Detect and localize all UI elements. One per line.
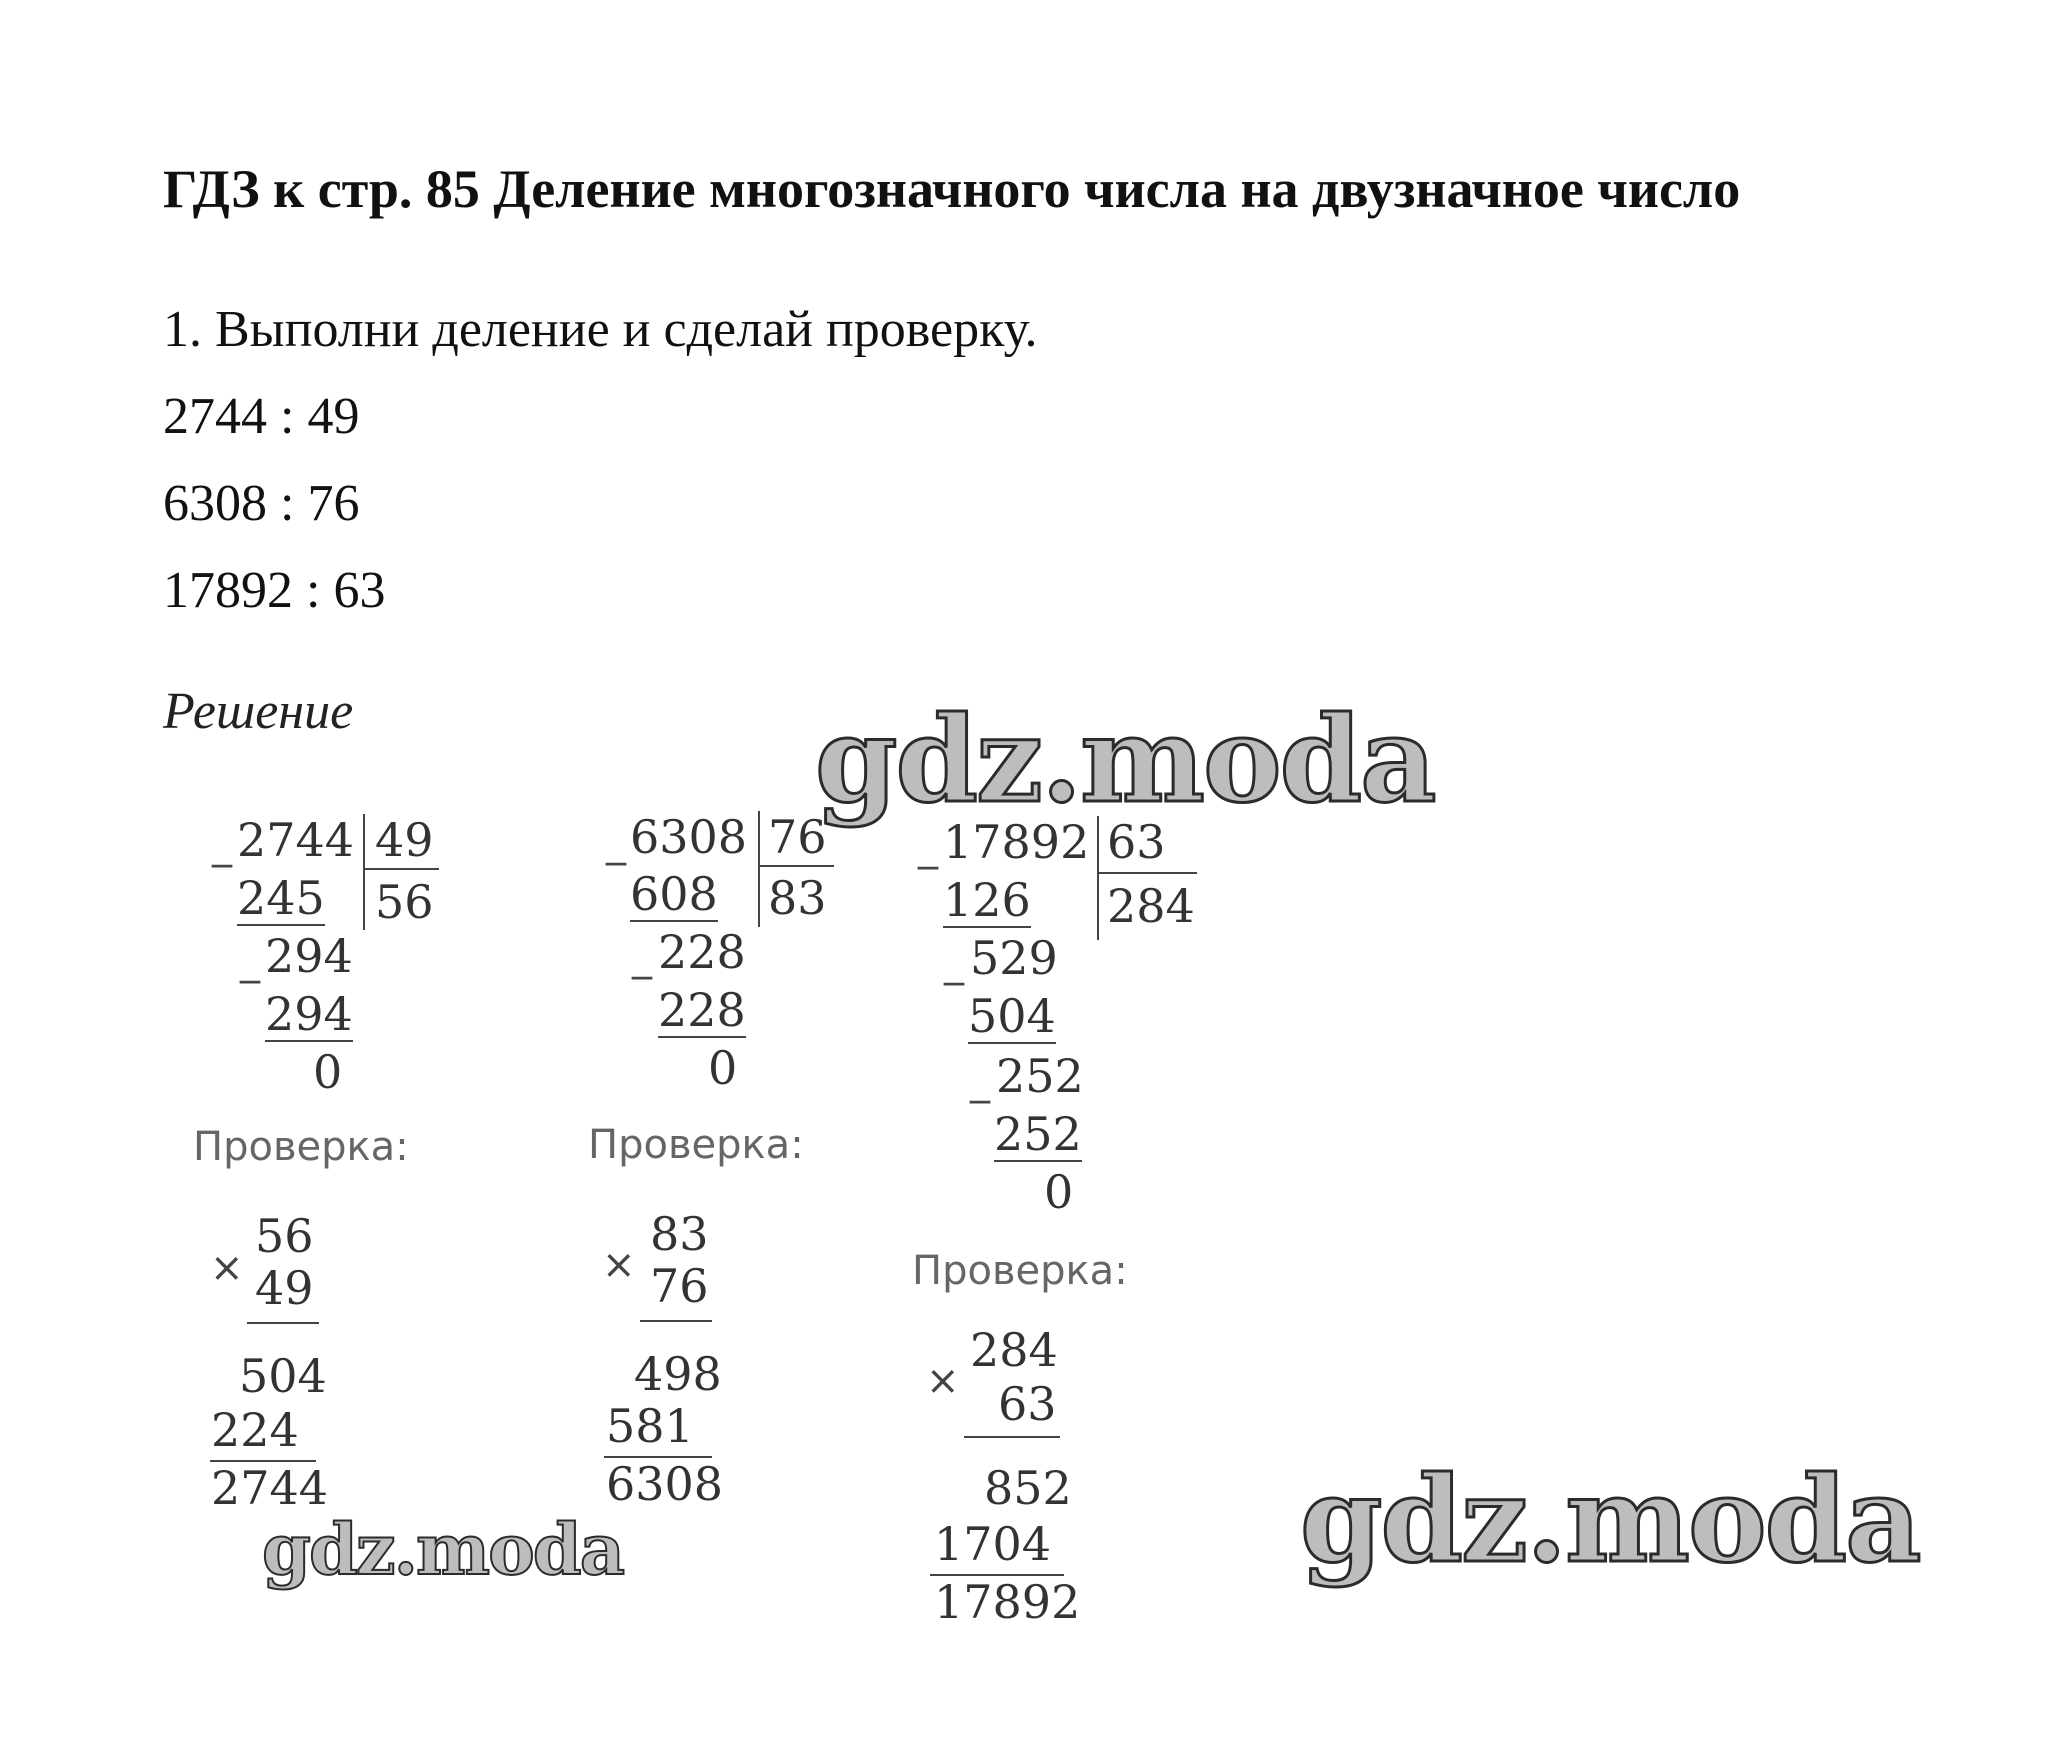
partial-product-1: 504 xyxy=(239,1349,327,1403)
quotient: 284 xyxy=(1107,879,1195,933)
expression-1: 2744 : 49 xyxy=(163,388,360,445)
division-bar xyxy=(363,814,365,930)
step-subtrahend: 245 xyxy=(237,871,325,925)
step-remainder: 529 xyxy=(970,931,1058,985)
step-remainder: 294 xyxy=(265,929,353,983)
dividend: 2744 xyxy=(237,813,355,867)
partial-product-1: 498 xyxy=(634,1347,722,1401)
factor-a: 284 xyxy=(970,1323,1058,1377)
task-text: 1. Выполни деление и сделай проверку. xyxy=(163,301,1038,358)
step-remainder: 228 xyxy=(658,925,746,979)
final-remainder: 0 xyxy=(1044,1165,1074,1219)
times-sign: × xyxy=(210,1245,244,1291)
quotient: 56 xyxy=(375,875,434,929)
partial-product-1: 852 xyxy=(984,1461,1072,1515)
division-bar xyxy=(1097,816,1099,940)
watermark-bottom-right: gdz.moda xyxy=(1300,1450,1920,1589)
step-subtrahend: 504 xyxy=(968,989,1056,1043)
minus-sign: _ xyxy=(918,824,938,870)
step-subtrahend: 126 xyxy=(943,873,1031,927)
product-line xyxy=(640,1320,712,1322)
minus-sign: _ xyxy=(212,822,232,868)
factor-b: 76 xyxy=(650,1259,709,1313)
minus-sign: _ xyxy=(240,938,260,984)
watermark-bottom-left: gdz.moda xyxy=(262,1508,624,1591)
final-remainder: 0 xyxy=(313,1045,343,1099)
page-title: ГДЗ к стр. 85 Деление многозначного числа на двузначное число xyxy=(163,159,1741,219)
minus-sign: _ xyxy=(632,934,652,980)
partial-product-2: 1704 xyxy=(934,1517,1052,1571)
times-sign: × xyxy=(926,1358,960,1404)
product-line xyxy=(964,1436,1060,1438)
step-subtrahend: 608 xyxy=(630,867,718,921)
factor-a: 83 xyxy=(650,1207,709,1261)
dividend: 17892 xyxy=(943,815,1090,869)
divisor: 76 xyxy=(768,810,827,864)
final-remainder: 0 xyxy=(708,1041,738,1095)
factor-a: 56 xyxy=(255,1209,314,1263)
check-result: 2744 xyxy=(211,1461,329,1515)
step-subtrahend: 252 xyxy=(994,1107,1082,1161)
partial-product-2: 581 xyxy=(606,1399,694,1453)
quotient: 83 xyxy=(768,871,827,925)
expression-2: 6308 : 76 xyxy=(163,475,360,532)
division-bar xyxy=(758,811,760,927)
step-subtrahend: 294 xyxy=(265,987,353,1041)
product-line xyxy=(247,1322,319,1324)
step-remainder: 252 xyxy=(996,1049,1084,1103)
minus-sign: _ xyxy=(606,820,626,866)
minus-sign: _ xyxy=(944,940,964,986)
partial-product-2: 224 xyxy=(211,1403,299,1457)
check-result: 6308 xyxy=(606,1457,724,1511)
divisor: 49 xyxy=(375,813,434,867)
dividend: 6308 xyxy=(630,810,748,864)
check-label: Проверка: xyxy=(193,1124,409,1170)
divisor: 63 xyxy=(1107,815,1166,869)
factor-b: 63 xyxy=(998,1377,1057,1431)
factor-b: 49 xyxy=(255,1261,314,1315)
check-result: 17892 xyxy=(934,1575,1081,1629)
solution-label: Решение xyxy=(163,683,354,740)
times-sign: × xyxy=(602,1242,636,1288)
expression-3: 17892 : 63 xyxy=(163,562,386,619)
divisor-line xyxy=(760,865,834,867)
check-label: Проверка: xyxy=(588,1122,804,1168)
divisor-line xyxy=(1099,872,1197,874)
check-label: Проверка: xyxy=(912,1248,1128,1294)
divisor-line xyxy=(365,868,439,870)
step-subtrahend: 228 xyxy=(658,983,746,1037)
watermark-top: gdz.moda xyxy=(815,690,1435,829)
minus-sign: _ xyxy=(970,1058,990,1104)
